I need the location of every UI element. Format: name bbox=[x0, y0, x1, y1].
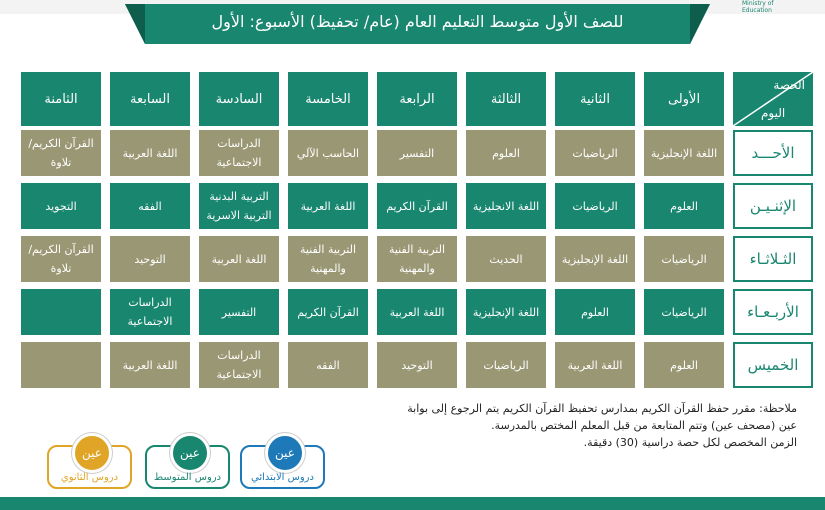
subject-cell: الرياضيات bbox=[555, 183, 635, 229]
subject-cell: الدراسات الاجتماعية bbox=[199, 342, 279, 388]
subject-cell: الرياضيات bbox=[555, 130, 635, 176]
subject-cell: اللغة العربية bbox=[110, 342, 190, 388]
subject-cell: اللغة العربية bbox=[199, 236, 279, 282]
lessons-badge[interactable] bbox=[240, 433, 325, 489]
subject-cell: الدراسات الاجتماعية bbox=[199, 130, 279, 176]
lessons-badge[interactable] bbox=[145, 433, 230, 489]
subject-cell: اللغة العربية bbox=[555, 342, 635, 388]
subject-cell bbox=[21, 342, 101, 388]
ein-logo-icon: عين bbox=[265, 433, 305, 473]
subject-cell: اللغة الإنجليزية bbox=[644, 130, 724, 176]
subject-cell: اللغة العربية bbox=[288, 183, 368, 229]
subject-cell: القرآن الكريم bbox=[377, 183, 457, 229]
subject-cell: اللغة العربية bbox=[110, 130, 190, 176]
schedule-table bbox=[12, 72, 813, 388]
period-header: السادسة bbox=[199, 72, 279, 126]
period-header: الثانية bbox=[555, 72, 635, 126]
title-ribbon bbox=[125, 4, 710, 44]
subject-cell: التربية الفنية والمهنية bbox=[377, 236, 457, 282]
subject-cell: العلوم bbox=[644, 183, 724, 229]
subject-cell: القرآن الكريم/ تلاوة bbox=[21, 236, 101, 282]
subject-cell: الحديث bbox=[466, 236, 546, 282]
subject-cell: اللغة الإنجليزية bbox=[466, 289, 546, 335]
subject-cell: العلوم bbox=[466, 130, 546, 176]
page-title: للصف الأول متوسط التعليم العام (عام/ تحفيظ) الأسبوع: الأول bbox=[211, 12, 624, 31]
period-header: الرابعة bbox=[377, 72, 457, 126]
subject-cell: التوحيد bbox=[110, 236, 190, 282]
day-label: الأحـــد bbox=[733, 130, 813, 176]
subject-cell: اللغة الانجليزية bbox=[466, 183, 546, 229]
subject-cell: التربية البدنية التربية الاسرية bbox=[199, 183, 279, 229]
subject-cell: التفسير bbox=[199, 289, 279, 335]
corner-period-label: الحصة bbox=[773, 78, 805, 92]
day-label: الإثنـيـن bbox=[733, 183, 813, 229]
subject-cell: القرآن الكريم bbox=[288, 289, 368, 335]
ein-logo-icon: عين bbox=[72, 433, 112, 473]
subject-cell: اللغة الإنجليزية bbox=[555, 236, 635, 282]
period-header: السابعة bbox=[110, 72, 190, 126]
day-label: الأربـعـاء bbox=[733, 289, 813, 335]
badge-label: دروس المتوسط bbox=[153, 472, 222, 483]
subject-cell: التربية الفنية والمهنية bbox=[288, 236, 368, 282]
badge-label: دروس الابتدائي bbox=[251, 472, 314, 483]
subject-cell: الحاسب الآلي bbox=[288, 130, 368, 176]
period-header: الخامسة bbox=[288, 72, 368, 126]
subject-cell: الفقه bbox=[288, 342, 368, 388]
subject-cell: الرياضيات bbox=[466, 342, 546, 388]
ministry-logo: Ministry of Education bbox=[742, 0, 774, 14]
corner-day-label: اليوم bbox=[761, 106, 786, 120]
note-line-1: ملاحظة: مقرر حفظ القرآن الكريم بمدارس تحفيظ القرآن الكريم يتم الرجوع إلى بوابة bbox=[407, 402, 797, 415]
corner-header bbox=[733, 72, 813, 126]
note-line-3: الزمن المخصص لكل حصة دراسية (30) دقيقة. bbox=[583, 436, 797, 449]
subject-cell: الفقه bbox=[110, 183, 190, 229]
bottom-bar bbox=[0, 497, 825, 510]
subject-cell: القرآن الكريم/ تلاوة bbox=[21, 130, 101, 176]
subject-cell bbox=[21, 289, 101, 335]
subject-cell: اللغة العربية bbox=[377, 289, 457, 335]
note-line-2: عين (مصحف عين) وتتم المتابعة من قبل المعلم المختص بالمدرسة. bbox=[491, 419, 797, 432]
subject-cell: الدراسات الاجتماعية bbox=[110, 289, 190, 335]
badge-label: دروس الثانوي bbox=[60, 472, 119, 483]
period-header: الثالثة bbox=[466, 72, 546, 126]
subject-cell: الرياضيات bbox=[644, 289, 724, 335]
subject-cell: التفسير bbox=[377, 130, 457, 176]
period-header: الأولى bbox=[644, 72, 724, 126]
subject-cell: العلوم bbox=[644, 342, 724, 388]
day-label: الثـلاثـاء bbox=[733, 236, 813, 282]
subject-cell: العلوم bbox=[555, 289, 635, 335]
lessons-badge[interactable] bbox=[47, 433, 132, 489]
day-label: الخميس bbox=[733, 342, 813, 388]
subject-cell: التجويد bbox=[21, 183, 101, 229]
note bbox=[300, 400, 797, 451]
subject-cell: التوحيد bbox=[377, 342, 457, 388]
ein-logo-icon: عين bbox=[170, 433, 210, 473]
period-header: الثامنة bbox=[21, 72, 101, 126]
subject-cell: الرياضيات bbox=[644, 236, 724, 282]
